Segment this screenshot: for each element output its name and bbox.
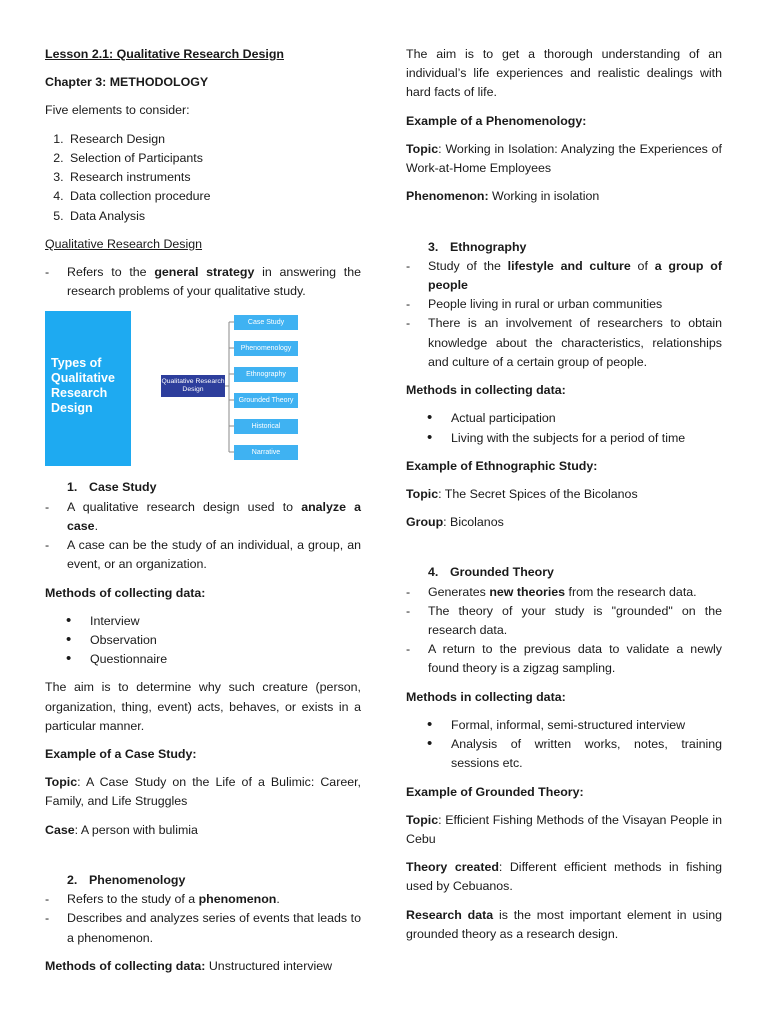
ethnography-definition [406,257,722,372]
list-item: • Formal, informal, semi-structured interview [406,716,722,735]
left-column [45,45,361,985]
list-item: • Observation [45,631,361,650]
grounded-definition [406,583,722,679]
list-item: 1. Research Design [67,130,361,149]
phen-phenomenon: Phenomenon: Working in isolation [406,189,600,204]
diagram-node-grounded-theory: Grounded Theory [234,393,298,408]
list-item: - A case can be the study of an individual, a group, an event, or an organization. [45,536,361,574]
list-item: - People living in rural or urban communities [406,295,722,314]
ethno-methods-list [406,409,722,447]
phenomenology-heading: 2. Phenomenology [67,872,186,887]
list-item: 5. Data Analysis [67,207,361,226]
grounded-research-data: Research data is the most important element in using grounded theory as a research design. [406,907,722,941]
qualitative-design-diagram [45,311,361,466]
grounded-theory-heading: 4. Grounded Theory [428,565,554,580]
right-column [406,45,722,953]
case-methods-list [45,612,361,670]
case-case: Case: A person with bulimia [45,822,198,837]
list-item: - Describes and analyzes series of events that leads to a phenomenon. [45,909,361,947]
list-item: - There is an involvement of researchers to obtain knowledge about the characteristics, relationships and culture of a certain group of people. [406,314,722,372]
list-item: 3. Research instruments [67,168,361,187]
phenomenology-definition [45,890,361,948]
list-item: • Actual participation [406,409,722,428]
diagram-node-historical: Historical [234,419,298,434]
case-methods-heading: Methods of collecting data: [45,585,206,600]
grounded-theory-created: Theory created: Different efficient methods in fishing used by Cebuanos. [406,860,722,894]
case-study-heading: 1. Case Study [67,480,157,495]
elements-intro: Five elements to consider: [45,103,190,118]
grounded-example-heading: Example of Grounded Theory: [406,784,584,799]
phen-example-heading: Example of a Phenomenology: [406,113,587,128]
diagram-node-ethnography: Ethnography [234,367,298,382]
grounded-methods-heading: Methods in collecting data: [406,689,566,704]
diagram-node-case-study: Case Study [234,315,298,330]
diagram-central-node: Qualitative Research Design [161,375,225,397]
list-item: - The theory of your study is "grounded" on the research data. [406,602,722,640]
list-item: - A return to the previous data to validate a newly found theory is a zigzag sampling. [406,640,722,678]
ethno-topic: Topic: The Secret Spices of the Bicolanos [406,486,638,501]
lesson-title: Lesson 2.1: Qualitative Research Design [45,47,284,61]
list-item: - Refers to the study of a phenomenon. [45,890,361,909]
list-item: • Analysis of written works, notes, training sessions etc. [406,735,722,773]
case-study-definition [45,498,361,575]
ethnography-heading: 3. Ethnography [428,239,527,254]
list-item: - A qualitative research design used to analyze a case. [45,498,361,536]
ethno-methods-heading: Methods in collecting data: [406,383,566,398]
list-item: - Generates new theories from the research data. [406,583,722,602]
case-aim: The aim is to determine why such creature (person, organization, thing, event) acts, behaves, or exists in a particular manner. [45,680,361,733]
list-item: • Questionnaire [45,650,361,669]
ethno-example-heading: Example of Ethnographic Study: [406,458,598,473]
list-item: - Study of the lifestyle and culture of a group of people [406,257,722,295]
list-item: 4. Data collection procedure [67,187,361,206]
list-item: • Interview [45,612,361,631]
elements-list [45,130,361,226]
chapter-heading: Chapter 3: METHODOLOGY [45,75,209,90]
phenomenology-methods: Methods of collecting data: Unstructured interview [45,958,333,973]
qrd-heading: Qualitative Research Design [45,236,203,251]
grounded-methods-list [406,716,722,774]
qrd-definition [45,263,361,301]
grounded-topic: Topic: Efficient Fishing Methods of the Visayan People in Cebu [406,812,722,846]
phenomenology-aim: The aim is to get a thorough understanding of an individual’s life experiences and realistic dealings with hard facts of life. [406,47,722,100]
diagram-title: Types of Qualitative Research Design [51,356,115,416]
diagram-node-phenomenology: Phenomenology [234,341,298,356]
list-item: - Refers to the general strategy in answering the research problems of your qualitative study. [45,263,361,301]
diagram-node-narrative: Narrative [234,445,298,460]
case-topic: Topic: A Case Study on the Life of a Bulimic: Career, Family, and Life Struggles [45,775,361,809]
list-item: 2. Selection of Participants [67,149,361,168]
ethno-group: Group: Bicolanos [406,515,504,530]
case-example-heading: Example of a Case Study: [45,747,197,762]
phen-topic: Topic: Working in Isolation: Analyzing the Experiences of Work-at-Home Employees [406,141,722,176]
list-item: • Living with the subjects for a period of time [406,429,722,448]
